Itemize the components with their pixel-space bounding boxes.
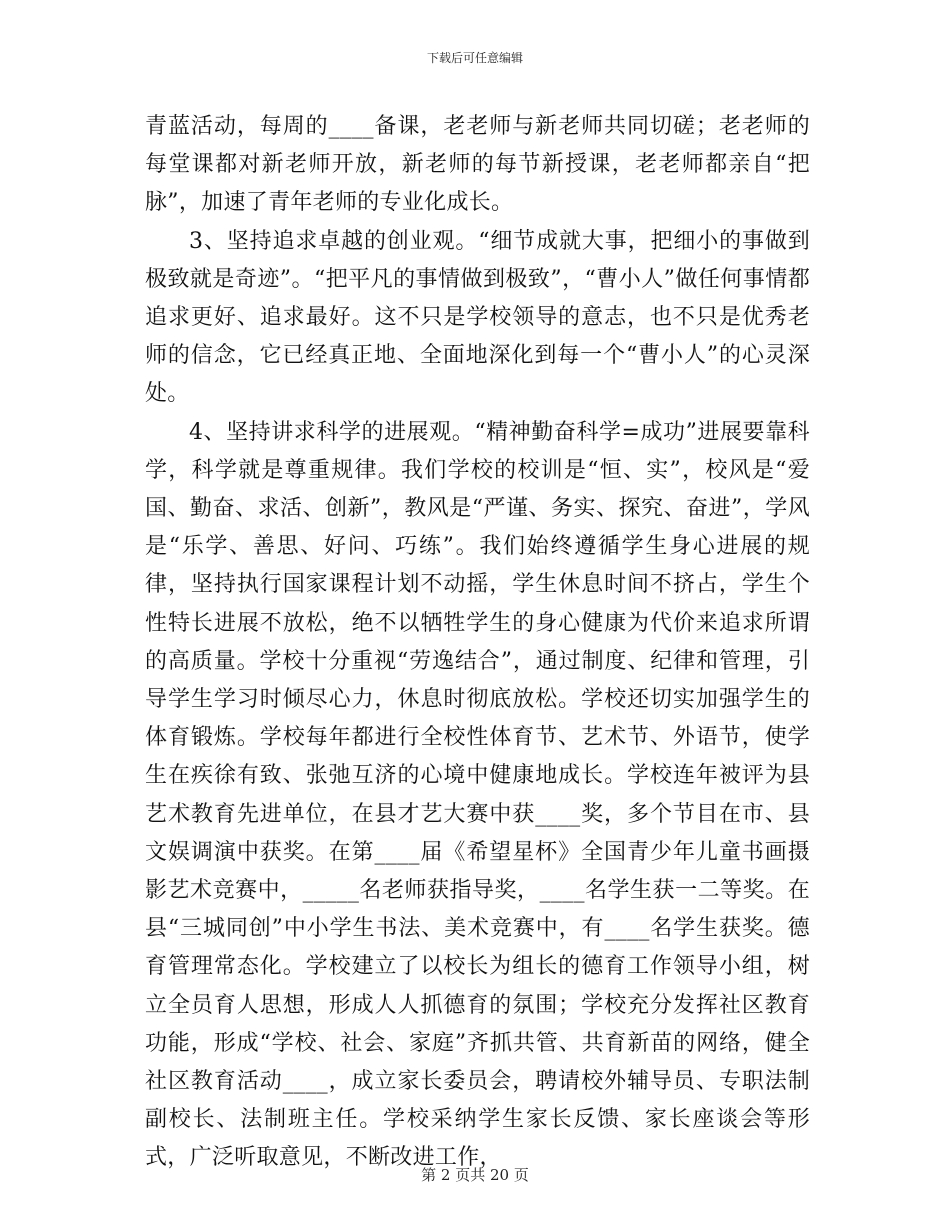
page-header: 下载后可任意编辑: [426, 51, 523, 65]
paragraph-3: 4、坚持讲求科学的进展观。“精神勤奋科学=成功”进展要靠科学，科学就是尊重规律。我们学校的校训是“恒、实”，校风是“爱国、勤奋、求活、创新”，教风是“严谨、务实、探究、奋进”，学风是“乐学、善思、好问、巧练”。我们始终遵循学生身心进展的规律，坚持执行国家课程计划不动摇，学生休息时间不挤占，学生个性特长进展不放松，绝不以牺牲学生的身心健康为代价来追求所谓的高质量。学校十分重视“劳逸结合”，通过制度、纪律和管理，引导学生学习时倾尽心力，休息时彻底放松。学校还切实加强学生的体育锻炼。学校每年都进行全校性体育节、艺术节、外语节，使学生在疾徐有致、张弛互济的心境中健康地成长。学校连年被评为县艺术教育先进单位，在县才艺大赛中获____奖，多个节目在市、县文娱调演中获奖。在第____届《希望星杯》全国青少年儿童书画摄影艺术竞赛中，_____名老师获指导奖，____名学生获一二等奖。在县“三城同创”中小学生书法、美术竞赛中，有____名学生获奖。德育管理常态化。学校建立了以校长为组长的德育工作领导小组，树立全员育人思想，形成人人抓德育的氛围；学校充分发挥社区教育功能，形成“学校、社会、家庭”齐抓共管、共育新苗的网络，健全社区教育活动____，成立家长委员会，聘请校外辅导员、专职法制副校长、法制班主任。学校采纳学生家长反馈、家长座谈会等形式，广泛听取意见，不断改进工作，: [145, 419, 810, 1171]
page-footer: 第 2 页共 20 页: [421, 1166, 529, 1184]
document-body: [145, 108, 810, 1178]
paragraph-1: 青蓝活动，每周的____备课，老老师与新老师共同切磋；老老师的每堂课都对新老师开放，新老师的每节新授课，老老师都亲自“把脉”，加速了青年老师的专业化成长。: [145, 114, 810, 216]
paragraph-2: 3、坚持追求卓越的创业观。“细节成就大事，把细小的事做到极致就是奇迹”。“把平凡的事情做到极致”，“曹小人”做任何事情都追求更好、追求最好。这不只是学校领导的意志，也不只是优秀老师的信念，它已经真正地、全面地深化到每一个“曹小人”的心灵深处。: [145, 228, 810, 407]
